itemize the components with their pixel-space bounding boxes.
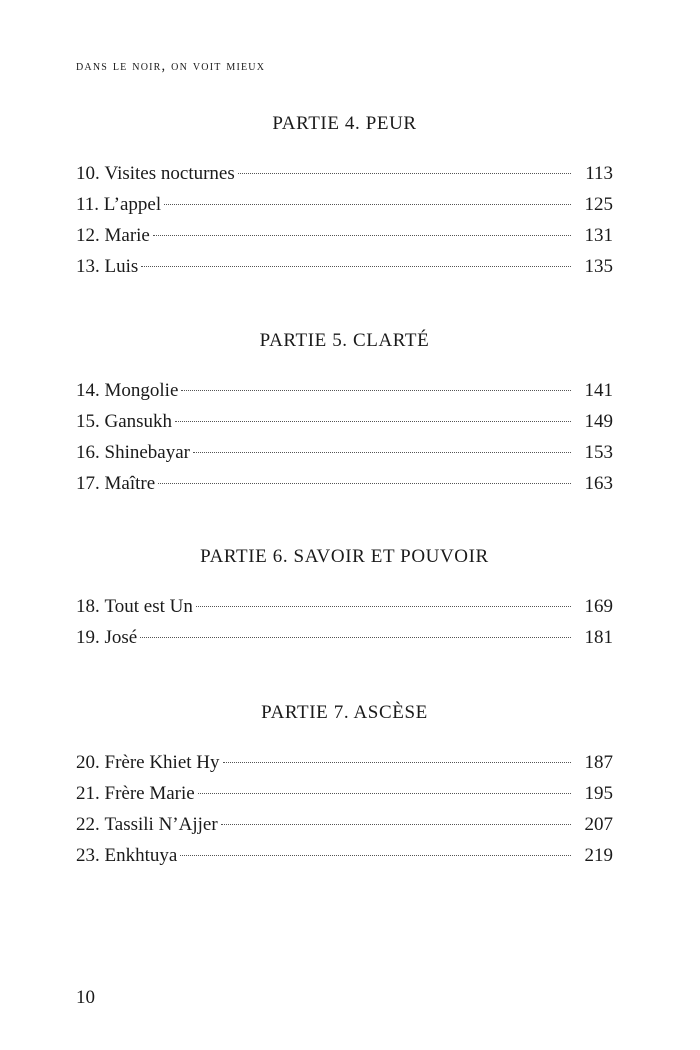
chapter-title: Tout est Un (104, 596, 193, 617)
chapter-title: Shinebayar (104, 442, 190, 463)
chapter-number: 20. (76, 752, 100, 773)
toc-entries (76, 747, 613, 871)
chapter-title: Maître (104, 473, 156, 494)
chapter-title: Gansukh (104, 411, 173, 432)
chapter-page: 195 (584, 783, 613, 804)
toc-entry[interactable] (76, 622, 613, 653)
chapter-title: Mongolie (104, 380, 179, 401)
dot-leader (158, 483, 571, 484)
chapter-page: 181 (584, 627, 613, 648)
toc-entry[interactable] (76, 220, 613, 251)
running-head: dans le noir, on voit mieux (76, 58, 266, 74)
chapter-page: 163 (584, 473, 613, 494)
chapter-number: 11. (76, 194, 100, 215)
toc-part-5 (76, 329, 613, 499)
chapter-title: Luis (104, 256, 139, 277)
chapter-title: Visites nocturnes (104, 163, 235, 184)
dot-leader (140, 637, 571, 638)
dot-leader (196, 606, 571, 607)
dot-leader (181, 390, 571, 391)
chapter-page: 207 (584, 814, 613, 835)
toc-entry[interactable] (76, 251, 613, 282)
chapter-page: 125 (584, 194, 613, 215)
toc-entry[interactable] (76, 158, 613, 189)
chapter-number: 17. (76, 473, 100, 494)
part-title: PARTIE 5. CLARTÉ (259, 330, 430, 351)
part-title: PARTIE 6. SAVOIR ET POUVOIR (200, 546, 489, 567)
chapter-title: Frère Marie (104, 783, 195, 804)
dot-leader (238, 173, 571, 174)
chapter-number: 10. (76, 163, 100, 184)
chapter-number: 22. (76, 814, 100, 835)
chapter-page: 131 (584, 225, 613, 246)
chapter-number: 16. (76, 442, 100, 463)
toc-entry[interactable] (76, 437, 613, 468)
dot-leader (221, 824, 571, 825)
chapter-number: 23. (76, 845, 100, 866)
chapter-title: Marie (104, 225, 150, 246)
part-title: PARTIE 7. ASCÈSE (261, 702, 428, 723)
chapter-page: 169 (584, 596, 613, 617)
toc-entry[interactable] (76, 468, 613, 499)
chapter-number: 12. (76, 225, 100, 246)
chapter-title: Tassili N’Ajjer (104, 814, 218, 835)
chapter-number: 18. (76, 596, 100, 617)
page-number: 10 (76, 987, 95, 1008)
dot-leader (141, 266, 571, 267)
chapter-title: Enkhtuya (104, 845, 178, 866)
chapter-number: 13. (76, 256, 100, 277)
chapter-number: 14. (76, 380, 100, 401)
toc-entry[interactable] (76, 591, 613, 622)
chapter-page: 149 (584, 411, 613, 432)
chapter-page: 135 (584, 256, 613, 277)
dot-leader (153, 235, 571, 236)
part-title: PARTIE 4. PEUR (272, 113, 417, 134)
toc-entries (76, 375, 613, 499)
toc-entry[interactable] (76, 809, 613, 840)
toc-entry[interactable] (76, 840, 613, 871)
dot-leader (223, 762, 571, 763)
dot-leader (164, 204, 571, 205)
chapter-page: 153 (584, 442, 613, 463)
toc-entries (76, 591, 613, 653)
dot-leader (175, 421, 571, 422)
chapter-page: 141 (584, 380, 613, 401)
toc-part-6 (76, 545, 613, 653)
toc-part-7 (76, 701, 613, 871)
toc-entries (76, 158, 613, 282)
dot-leader (180, 855, 571, 856)
chapter-title: L’appel (103, 194, 162, 215)
dot-leader (193, 452, 571, 453)
chapter-page: 113 (585, 163, 613, 184)
toc-entry[interactable] (76, 375, 613, 406)
toc-entry[interactable] (76, 189, 613, 220)
toc-entry[interactable] (76, 747, 613, 778)
toc-part-4 (76, 112, 613, 282)
toc-entry[interactable] (76, 778, 613, 809)
dot-leader (198, 793, 571, 794)
chapter-page: 187 (584, 752, 613, 773)
toc-entry[interactable] (76, 406, 613, 437)
chapter-number: 21. (76, 783, 100, 804)
chapter-number: 15. (76, 411, 100, 432)
chapter-title: Frère Khiet Hy (104, 752, 220, 773)
chapter-number: 19. (76, 627, 100, 648)
chapter-title: José (104, 627, 138, 648)
chapter-page: 219 (584, 845, 613, 866)
